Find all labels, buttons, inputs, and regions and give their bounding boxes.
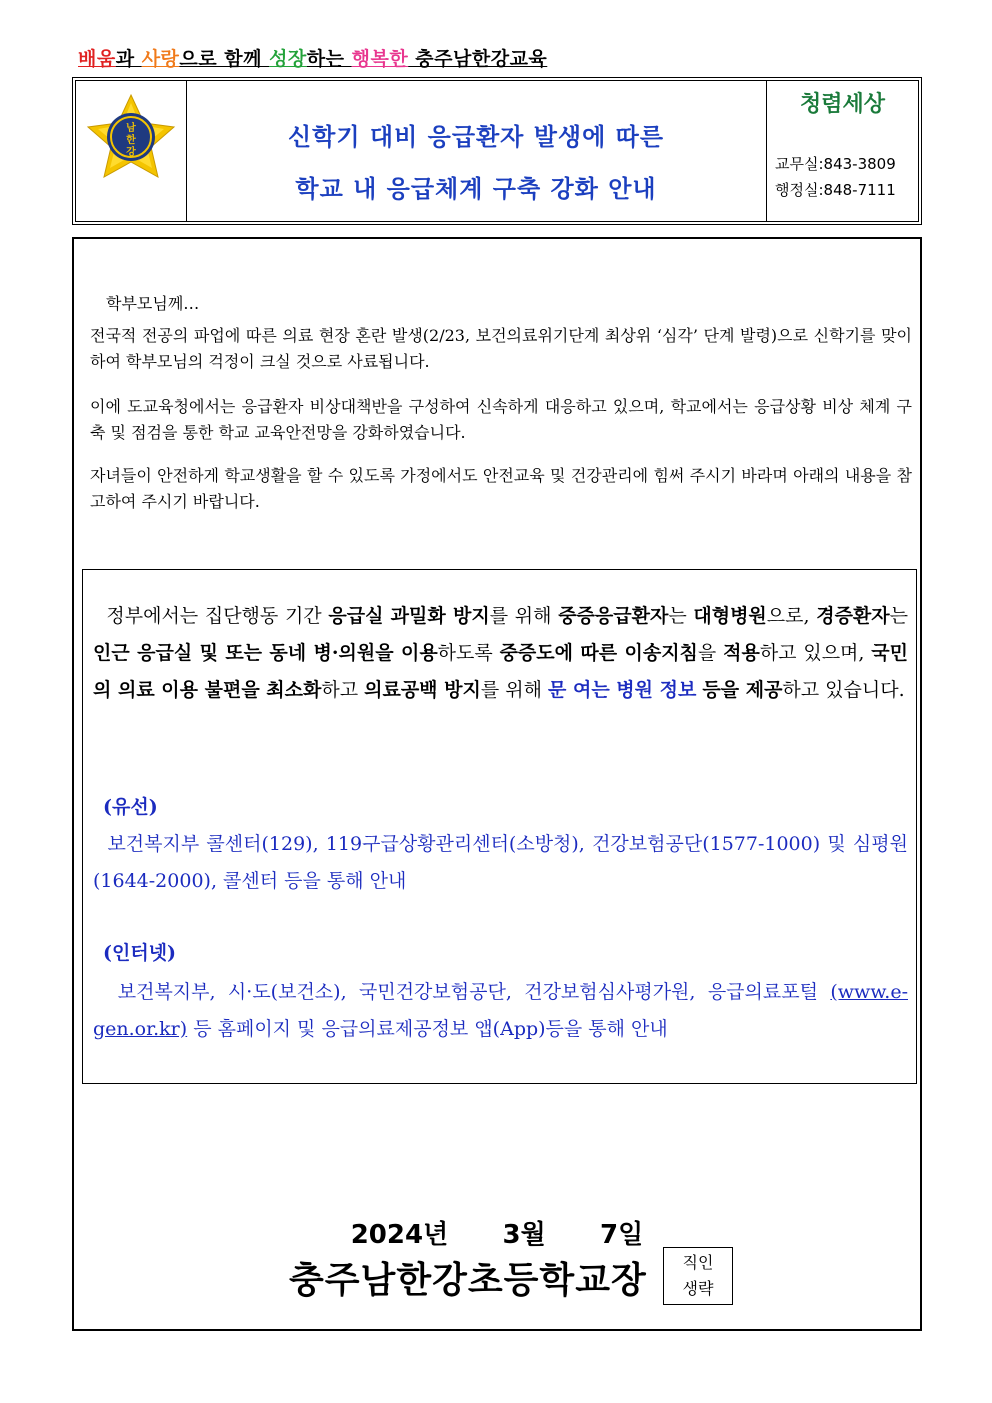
main-content <box>72 237 922 1331</box>
date-day: 7일 <box>600 1220 644 1250</box>
title-cell <box>186 81 767 221</box>
paragraph-2: 이에 도교육청에서는 응급환자 비상대책반을 구성하여 신속하게 대응하고 있으며, 학교에서는 응급상황 비상 체계 구축 및 점검을 통한 학교 교육안전망을 강화하였습니다. <box>90 397 912 442</box>
svg-text:한: 한 <box>126 135 136 146</box>
slogan: 청렴세상 <box>799 91 885 117</box>
motto-learning: 배움 <box>78 48 116 70</box>
page-title-line2: 학교 내 응급체계 구축 강화 안내 <box>295 175 657 203</box>
contact-admin: 행정실:848-7111 <box>775 181 896 199</box>
egen-link[interactable]: (www.e-gen.or.kr) <box>93 981 908 1040</box>
motto-text-1: 과 <box>115 48 142 70</box>
motto <box>78 44 547 71</box>
motto-happy: 행복한 <box>351 48 409 70</box>
school-emblem-icon <box>76 81 186 223</box>
contact-office: 교무실:843-3809 <box>775 155 896 173</box>
date-month: 3월 <box>502 1220 546 1250</box>
date-year: 2024년 <box>350 1220 449 1250</box>
wired-heading: (유선) <box>103 796 158 818</box>
paragraph-3: 자녀들이 안전하게 학교생활을 할 수 있도록 가정에서도 안전교육 및 건강관리에 힘써 주시기 바라며 아래의 내용을 참고하여 주시기 바랍니다. <box>90 466 912 511</box>
motto-text-2: 으로 함께 <box>179 48 270 70</box>
page-title-line1: 신학기 대비 응급환자 발생에 따른 <box>288 123 664 151</box>
internet-text: 보건복지부, 시·도(보건소), 국민건강보험공단, 건강보험심사평가원, 응급의료포털 (www.e-gen.or.kr) 등 홈페이지 및 응급의료제공정보 앱(App)등을 통해 안내 <box>93 981 908 1040</box>
motto-growth: 성장 <box>269 48 307 70</box>
logo-text: 남 <box>126 123 136 134</box>
greeting: 학부모님께… <box>106 294 200 313</box>
svg-text:강: 강 <box>126 147 136 158</box>
info-cell <box>767 81 918 221</box>
wired-text: 보건복지부 콜센터(129), 119구급상황관리센터(소방청), 건강보험공단(1577-1000) 및 심평원(1644-2000), 콜센터 등을 통해 안내 <box>93 833 908 892</box>
seal-line2: 생략 <box>682 1279 714 1298</box>
principal-name: 충주남한강초등학교장 <box>289 1260 647 1301</box>
seal-omitted-box <box>663 1247 733 1305</box>
internet-heading: (인터넷) <box>103 942 177 964</box>
motto-text-3: 하는 <box>306 48 352 70</box>
document-date <box>74 1214 920 1251</box>
seal-line1: 직인 <box>682 1253 714 1272</box>
paragraph-1: 전국적 전공의 파업에 따른 의료 현장 혼란 발생(2/23, 보건의료위기단계 최상위 ‘심각’ 단계 발령)으로 신학기를 맞이하여 학부모님의 걱정이 크실 것으로 사료됩니다. <box>90 326 912 371</box>
motto-text-4: 충주남한강교육 <box>408 48 548 70</box>
notice-box <box>82 569 917 1084</box>
motto-love: 사랑 <box>141 48 180 70</box>
notice-text: 정부에서는 집단행동 기간 응급실 과밀화 방지를 위해 중증응급환자는 대형병원으로, 경증환자는 인근 응급실 및 또는 동네 병·의원을 이용하도록 중증도에 따른 이송지침을 적용하고 있으며, 국민의 의료 이용 불편을 최소화하고 의료공백 방지를 위해 문 여는 병원 정보 등을 제공하고 있습니다. <box>93 605 908 701</box>
logo-cell <box>76 81 187 221</box>
header-box <box>72 77 922 225</box>
